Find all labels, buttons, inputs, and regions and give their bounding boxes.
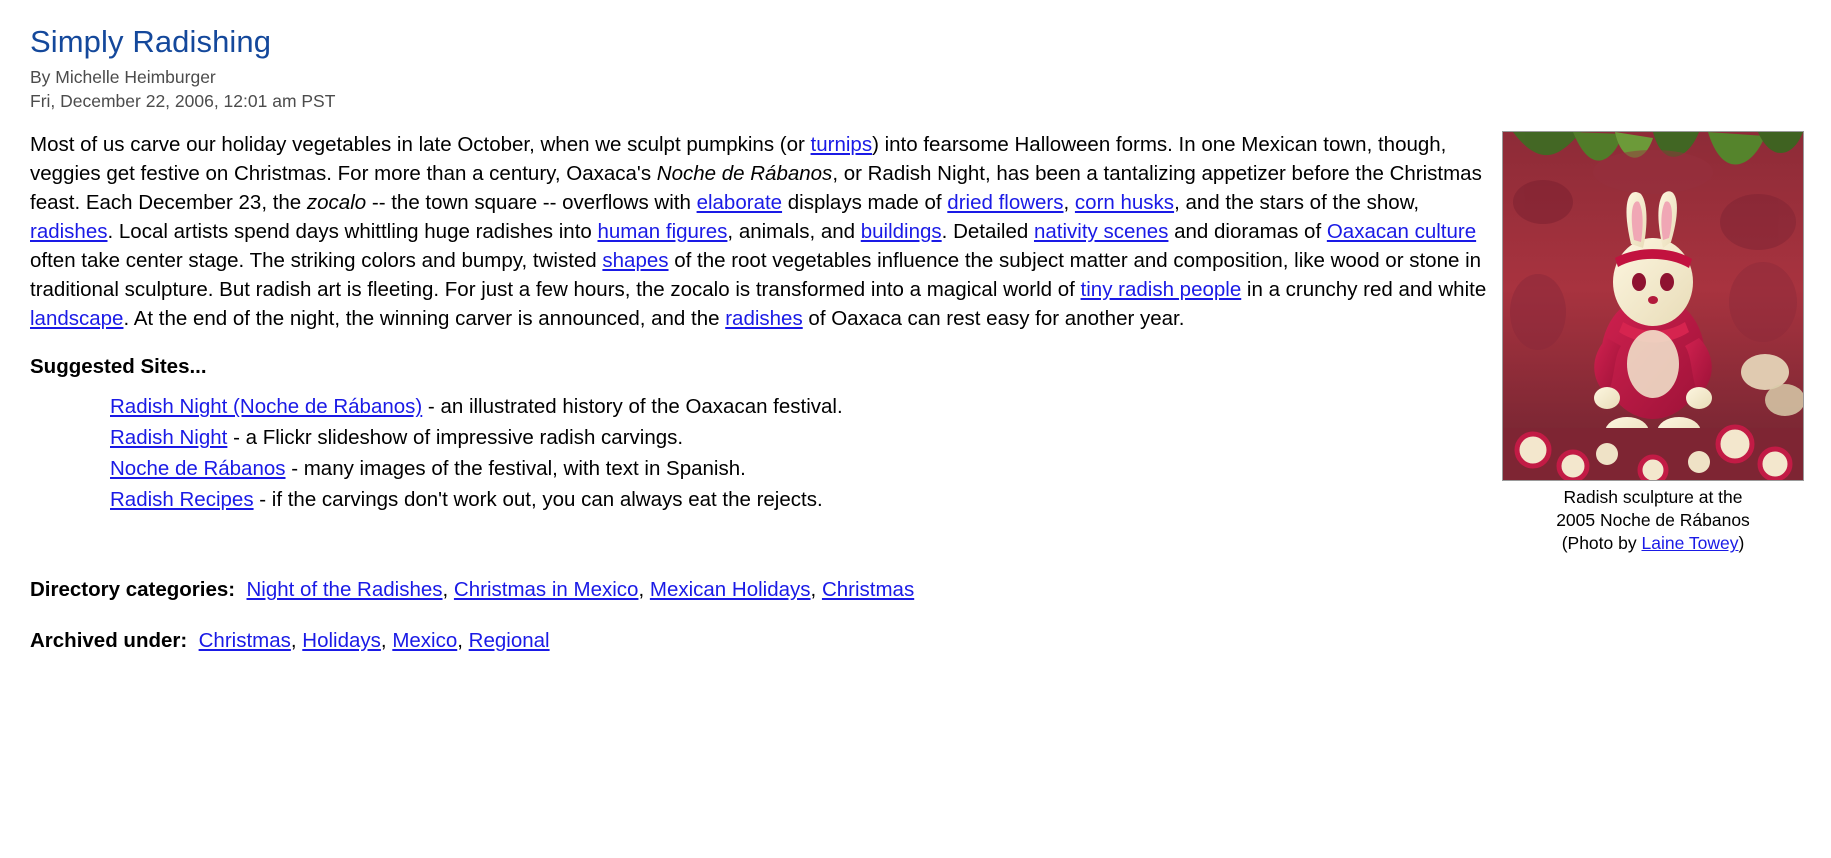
- text-fragment: of Oaxaca can rest easy for another year.: [802, 306, 1185, 330]
- text-fragment: and dioramas of: [1168, 219, 1327, 243]
- text-fragment: in a crunchy red and white: [1241, 277, 1487, 301]
- archived-under-label: Archived under:: [30, 628, 188, 652]
- text-fragment: , animals, and: [727, 219, 861, 243]
- link-turnips[interactable]: turnips: [810, 133, 873, 157]
- separator: ,: [810, 578, 822, 602]
- link-buildings[interactable]: buildings: [860, 219, 942, 243]
- suggested-link-2[interactable]: Radish Night: [110, 426, 228, 450]
- link-tiny-radish-people[interactable]: tiny radish people: [1080, 277, 1242, 301]
- suggested-desc-3: - many images of the festival, with text in Spanish.: [285, 456, 746, 480]
- figure-photo-suffix: ): [1738, 533, 1745, 554]
- directory-link-2[interactable]: Christmas in Mexico: [453, 578, 639, 602]
- suggested-sites-list: [110, 393, 1495, 514]
- link-dried-flowers[interactable]: dried flowers: [947, 191, 1064, 215]
- separator: ,: [638, 578, 650, 602]
- archived-link-1[interactable]: Christmas: [198, 628, 291, 652]
- list-item: [110, 393, 1495, 422]
- archived-link-2[interactable]: Holidays: [302, 628, 381, 652]
- directory-categories-row: [30, 576, 1495, 605]
- suggested-link-1[interactable]: Radish Night (Noche de Rábanos): [110, 395, 423, 419]
- text-fragment: -- the town square -- overflows with: [366, 191, 697, 215]
- link-corn-husks[interactable]: corn husks: [1074, 191, 1175, 215]
- text-fragment: , or Radish Night, has been a tantalizing appetizer before the Christmas feast. Each December 23, the: [30, 162, 1482, 215]
- text-fragment: . Detailed: [941, 219, 1034, 243]
- text-fragment: . Local artists spend days whittling huge radishes into: [107, 219, 598, 243]
- figure-caption-line1: Radish sculpture at the: [1563, 487, 1743, 508]
- meta-block: [30, 576, 1495, 655]
- directory-categories-label: Directory categories:: [30, 578, 236, 602]
- link-radishes-1[interactable]: radishes: [30, 219, 108, 243]
- separator: ,: [290, 628, 303, 652]
- separator: ,: [380, 628, 393, 652]
- text-fragment: Most of us carve our holiday vegetables in late October, when we sculpt pumpkins (or: [30, 133, 811, 157]
- link-elaborate[interactable]: elaborate: [696, 191, 783, 215]
- link-laine-towey[interactable]: Laine Towey: [1641, 533, 1739, 554]
- suggested-desc-2: - a Flickr slideshow of impressive radish carvings.: [227, 426, 684, 450]
- content-wrapper: [30, 131, 1801, 655]
- text-fragment: displays made of: [782, 191, 948, 215]
- list-item: [110, 486, 1495, 515]
- emphasis-noche-de-rabanos: Noche de Rábanos: [656, 162, 833, 186]
- link-oaxacan-culture[interactable]: Oaxacan culture: [1326, 219, 1477, 243]
- link-landscape[interactable]: landscape: [30, 306, 124, 330]
- article-figure: [1502, 131, 1804, 555]
- page-title: Simply Radishing: [30, 24, 272, 59]
- list-item: [110, 424, 1495, 453]
- figure-caption-line3: [1502, 532, 1804, 555]
- figure-caption: [1502, 486, 1804, 555]
- article-paragraph: [30, 131, 1495, 333]
- suggested-sites-heading: Suggested Sites...: [30, 355, 207, 379]
- byline-date: Fri, December 22, 2006, 12:01 am PST: [30, 90, 336, 111]
- text-fragment: , and the stars of the show,: [1174, 191, 1420, 215]
- suggested-desc-1: - an illustrated history of the Oaxacan festival.: [422, 395, 843, 419]
- byline-author: By Michelle Heimburger: [30, 67, 216, 87]
- archived-under-row: [30, 627, 1495, 656]
- directory-link-1[interactable]: Night of the Radishes: [246, 578, 443, 602]
- separator: ,: [442, 578, 454, 602]
- text-fragment: ) into fearsome Halloween forms. In one Mexican town, though, veggies get festive on Christmas. For more than a century, Oaxaca's: [30, 133, 1447, 186]
- suggested-link-3[interactable]: Noche de Rábanos: [110, 456, 286, 480]
- text-fragment: . At the end of the night, the winning carver is announced, and the: [123, 306, 726, 330]
- text-fragment: ,: [1063, 191, 1075, 215]
- separator: ,: [457, 628, 469, 652]
- link-shapes[interactable]: shapes: [602, 248, 669, 272]
- emphasis-zocalo: zocalo: [306, 191, 367, 215]
- radish-sculpture-image: [1502, 131, 1804, 481]
- archived-link-4[interactable]: Regional: [468, 628, 550, 652]
- suggested-link-4[interactable]: Radish Recipes: [110, 487, 254, 511]
- figure-caption-line2: 2005 Noche de Rábanos: [1556, 510, 1750, 531]
- byline: [30, 66, 1801, 113]
- link-nativity-scenes[interactable]: nativity scenes: [1033, 219, 1169, 243]
- link-human-figures[interactable]: human figures: [597, 219, 728, 243]
- suggested-desc-4: - if the carvings don't work out, you can always eat the rejects.: [253, 487, 823, 511]
- text-fragment: often take center stage. The striking colors and bumpy, twisted: [30, 248, 603, 272]
- figure-photo-prefix: (Photo by: [1561, 533, 1642, 554]
- body-column: [30, 131, 1495, 655]
- list-item: [110, 455, 1495, 484]
- directory-link-3[interactable]: Mexican Holidays: [649, 578, 811, 602]
- archived-link-3[interactable]: Mexico: [392, 628, 458, 652]
- text-fragment: of the root vegetables influence the subject matter and composition, like wood or stone in traditional sculpture. But radish art is fleeting. For just a few hours, the zocalo is transformed into a magical world of: [30, 248, 1482, 301]
- directory-link-4[interactable]: Christmas: [821, 578, 915, 602]
- link-radishes-2[interactable]: radishes: [725, 306, 803, 330]
